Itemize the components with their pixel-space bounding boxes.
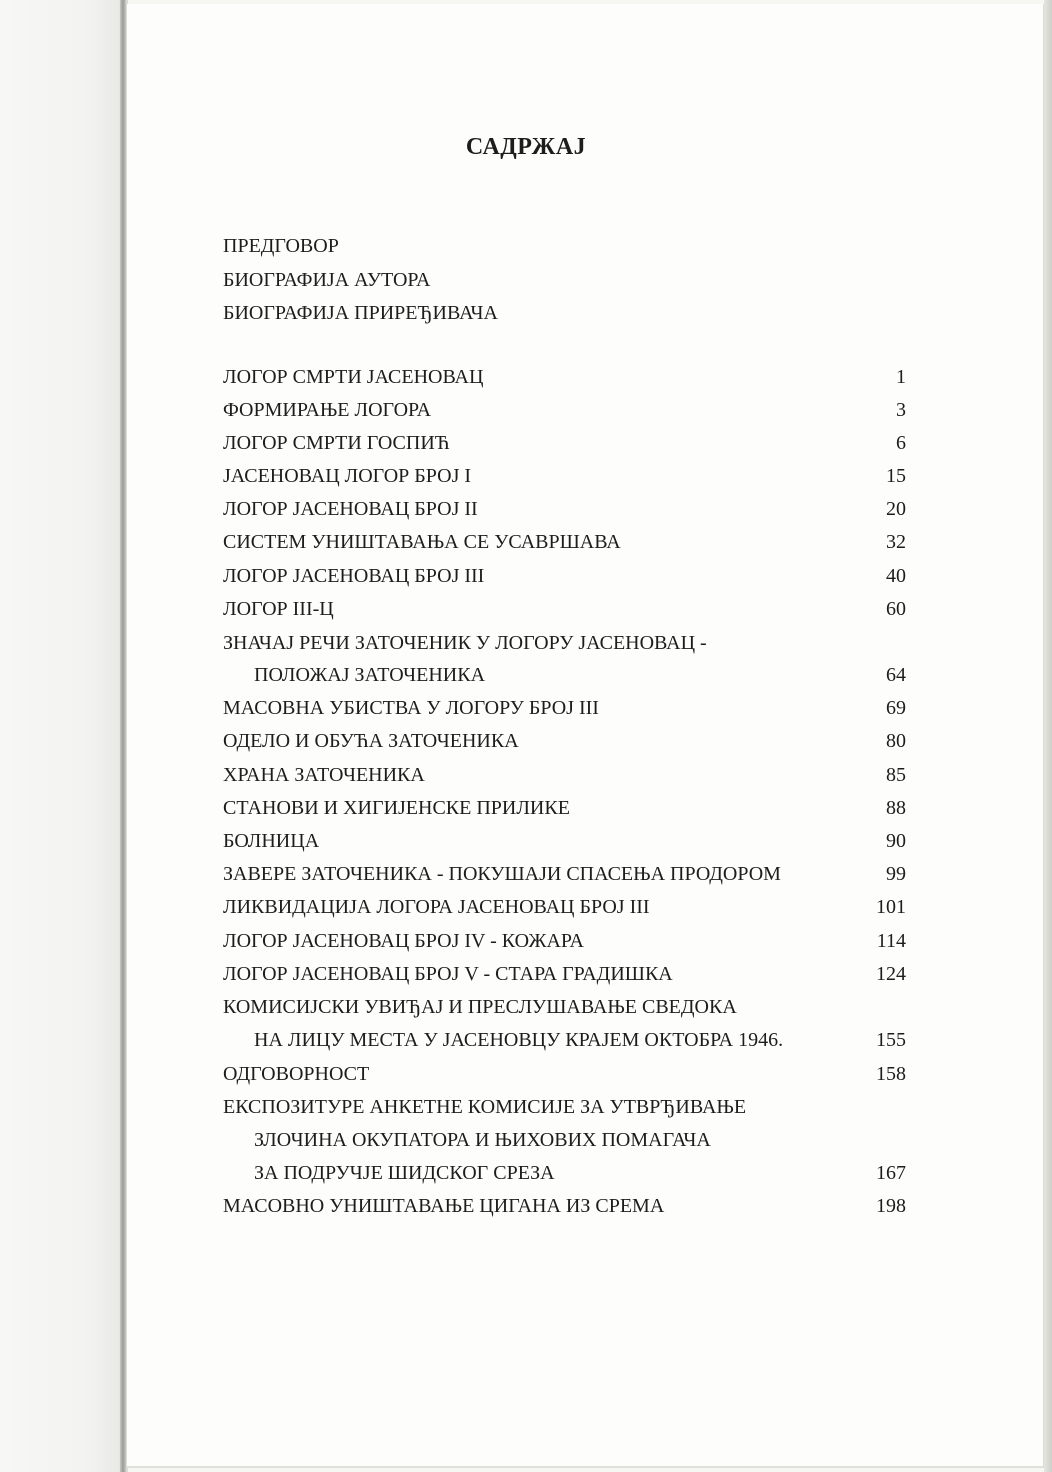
toc-entry-title: ОДГОВОРНОСТ — [223, 1063, 370, 1085]
toc-entry-title: ЛОГОР СМРТИ ЈАСЕНОВАЦ — [223, 366, 484, 388]
toc-entry-title: ХРАНА ЗАТОЧЕНИКА — [223, 764, 425, 786]
toc-page-number: 198 — [876, 1195, 906, 1217]
toc-page-number: 80 — [886, 730, 906, 752]
toc-page-number: 3 — [896, 399, 906, 421]
toc-page-number: 20 — [886, 498, 906, 520]
toc-entry-title: ЛОГОР III-Ц — [223, 598, 334, 620]
toc-entry-title: ФОРМИРАЊЕ ЛОГОРА — [223, 399, 432, 421]
toc-entry-title: ЛОГОР ЈАСЕНОВАЦ БРОЈ IV - КОЖАРА — [223, 930, 584, 952]
toc-page-number: 158 — [876, 1063, 906, 1085]
toc-entry-title: МАСОВНА УБИСТВА У ЛОГОРУ БРОЈ III — [223, 697, 599, 719]
toc-page-number: 64 — [886, 664, 906, 686]
toc-page-number: 1 — [896, 366, 906, 388]
toc-page-number: 60 — [886, 598, 906, 620]
toc-entry-continuation: ЗА ПОДРУЧЈЕ ШИДСКОГ СРЕЗА — [254, 1162, 555, 1184]
toc-entry-title: БОЛНИЦА — [223, 830, 320, 852]
toc-page-number: 167 — [876, 1162, 906, 1184]
toc-entry-title: ОДЕЛО И ОБУЋА ЗАТОЧЕНИКА — [223, 730, 519, 752]
toc-entry-continuation: ЗЛОЧИНА ОКУПАТОРА И ЊИХОВИХ ПОМАГАЧА — [254, 1129, 711, 1151]
toc-entry-title: ЛОГОР ЈАСЕНОВАЦ БРОЈ III — [223, 565, 485, 587]
toc-entry-title: ЕКСПОЗИТУРЕ АНКЕТНЕ КОМИСИЈЕ ЗА УТВРЂИВАЊЕ — [223, 1096, 747, 1118]
toc-front-matter-item: ПРЕДГОВОР — [223, 235, 339, 257]
toc-entry-title: ЗАВЕРЕ ЗАТОЧЕНИКА - ПОКУШАЈИ СПАСЕЊА ПРОДОРОМ — [223, 863, 781, 885]
toc-page-number: 88 — [886, 797, 906, 819]
toc-entry-title: КОМИСИЈСКИ УВИЂАЈ И ПРЕСЛУШАВАЊЕ СВЕДОКА — [223, 996, 737, 1018]
toc-page-number: 85 — [886, 764, 906, 786]
toc-entry-title: ЛОГОР ЈАСЕНОВАЦ БРОЈ V - СТАРА ГРАДИШКА — [223, 963, 673, 985]
toc-page-number: 124 — [876, 963, 906, 985]
toc-page-number: 40 — [886, 565, 906, 587]
toc-front-matter-item: БИОГРАФИЈА АУТОРА — [223, 269, 431, 291]
toc-page-number: 155 — [876, 1029, 906, 1051]
toc-page-number: 90 — [886, 830, 906, 852]
toc-front-matter-item: БИОГРАФИЈА ПРИРЕЂИВАЧА — [223, 302, 498, 324]
toc-entry-title: ЈАСЕНОВАЦ ЛОГОР БРОЈ I — [223, 465, 472, 487]
toc-entry-title: СТАНОВИ И ХИГИЈЕНСКЕ ПРИЛИКЕ — [223, 797, 570, 819]
toc-page-number: 32 — [886, 531, 906, 553]
toc-page-number: 99 — [886, 863, 906, 885]
toc-title: САДРЖАЈ — [465, 134, 587, 160]
toc-entry-title: МАСОВНО УНИШТАВАЊЕ ЦИГАНА ИЗ СРЕМА — [223, 1195, 665, 1217]
toc-entry-continuation: НА ЛИЦУ МЕСТА У ЈАСЕНОВЦУ КРАЈЕМ ОКТОБРА 1946. — [254, 1029, 784, 1051]
toc-page-number: 15 — [886, 465, 906, 487]
toc-entry-title: ЛОГОР СМРТИ ГОСПИЋ — [223, 432, 450, 454]
toc-page-number: 114 — [876, 930, 906, 952]
toc-page-number: 101 — [876, 896, 906, 918]
toc-entry-title: ЗНАЧАЈ РЕЧИ ЗАТОЧЕНИК У ЛОГОРУ ЈАСЕНОВАЦ - — [223, 632, 707, 654]
toc-page-number: 69 — [886, 697, 906, 719]
toc-entry-title: СИСТЕМ УНИШТАВАЊА СЕ УСАВРШАВА — [223, 531, 621, 553]
toc-entry-continuation: ПОЛОЖАЈ ЗАТОЧЕНИКА — [254, 664, 486, 686]
toc-entry-title: ЛОГОР ЈАСЕНОВАЦ БРОЈ II — [223, 498, 478, 520]
toc-page-number: 6 — [896, 432, 906, 454]
toc-entry-title: ЛИКВИДАЦИЈА ЛОГОРА ЈАСЕНОВАЦ БРОЈ III — [223, 896, 650, 918]
